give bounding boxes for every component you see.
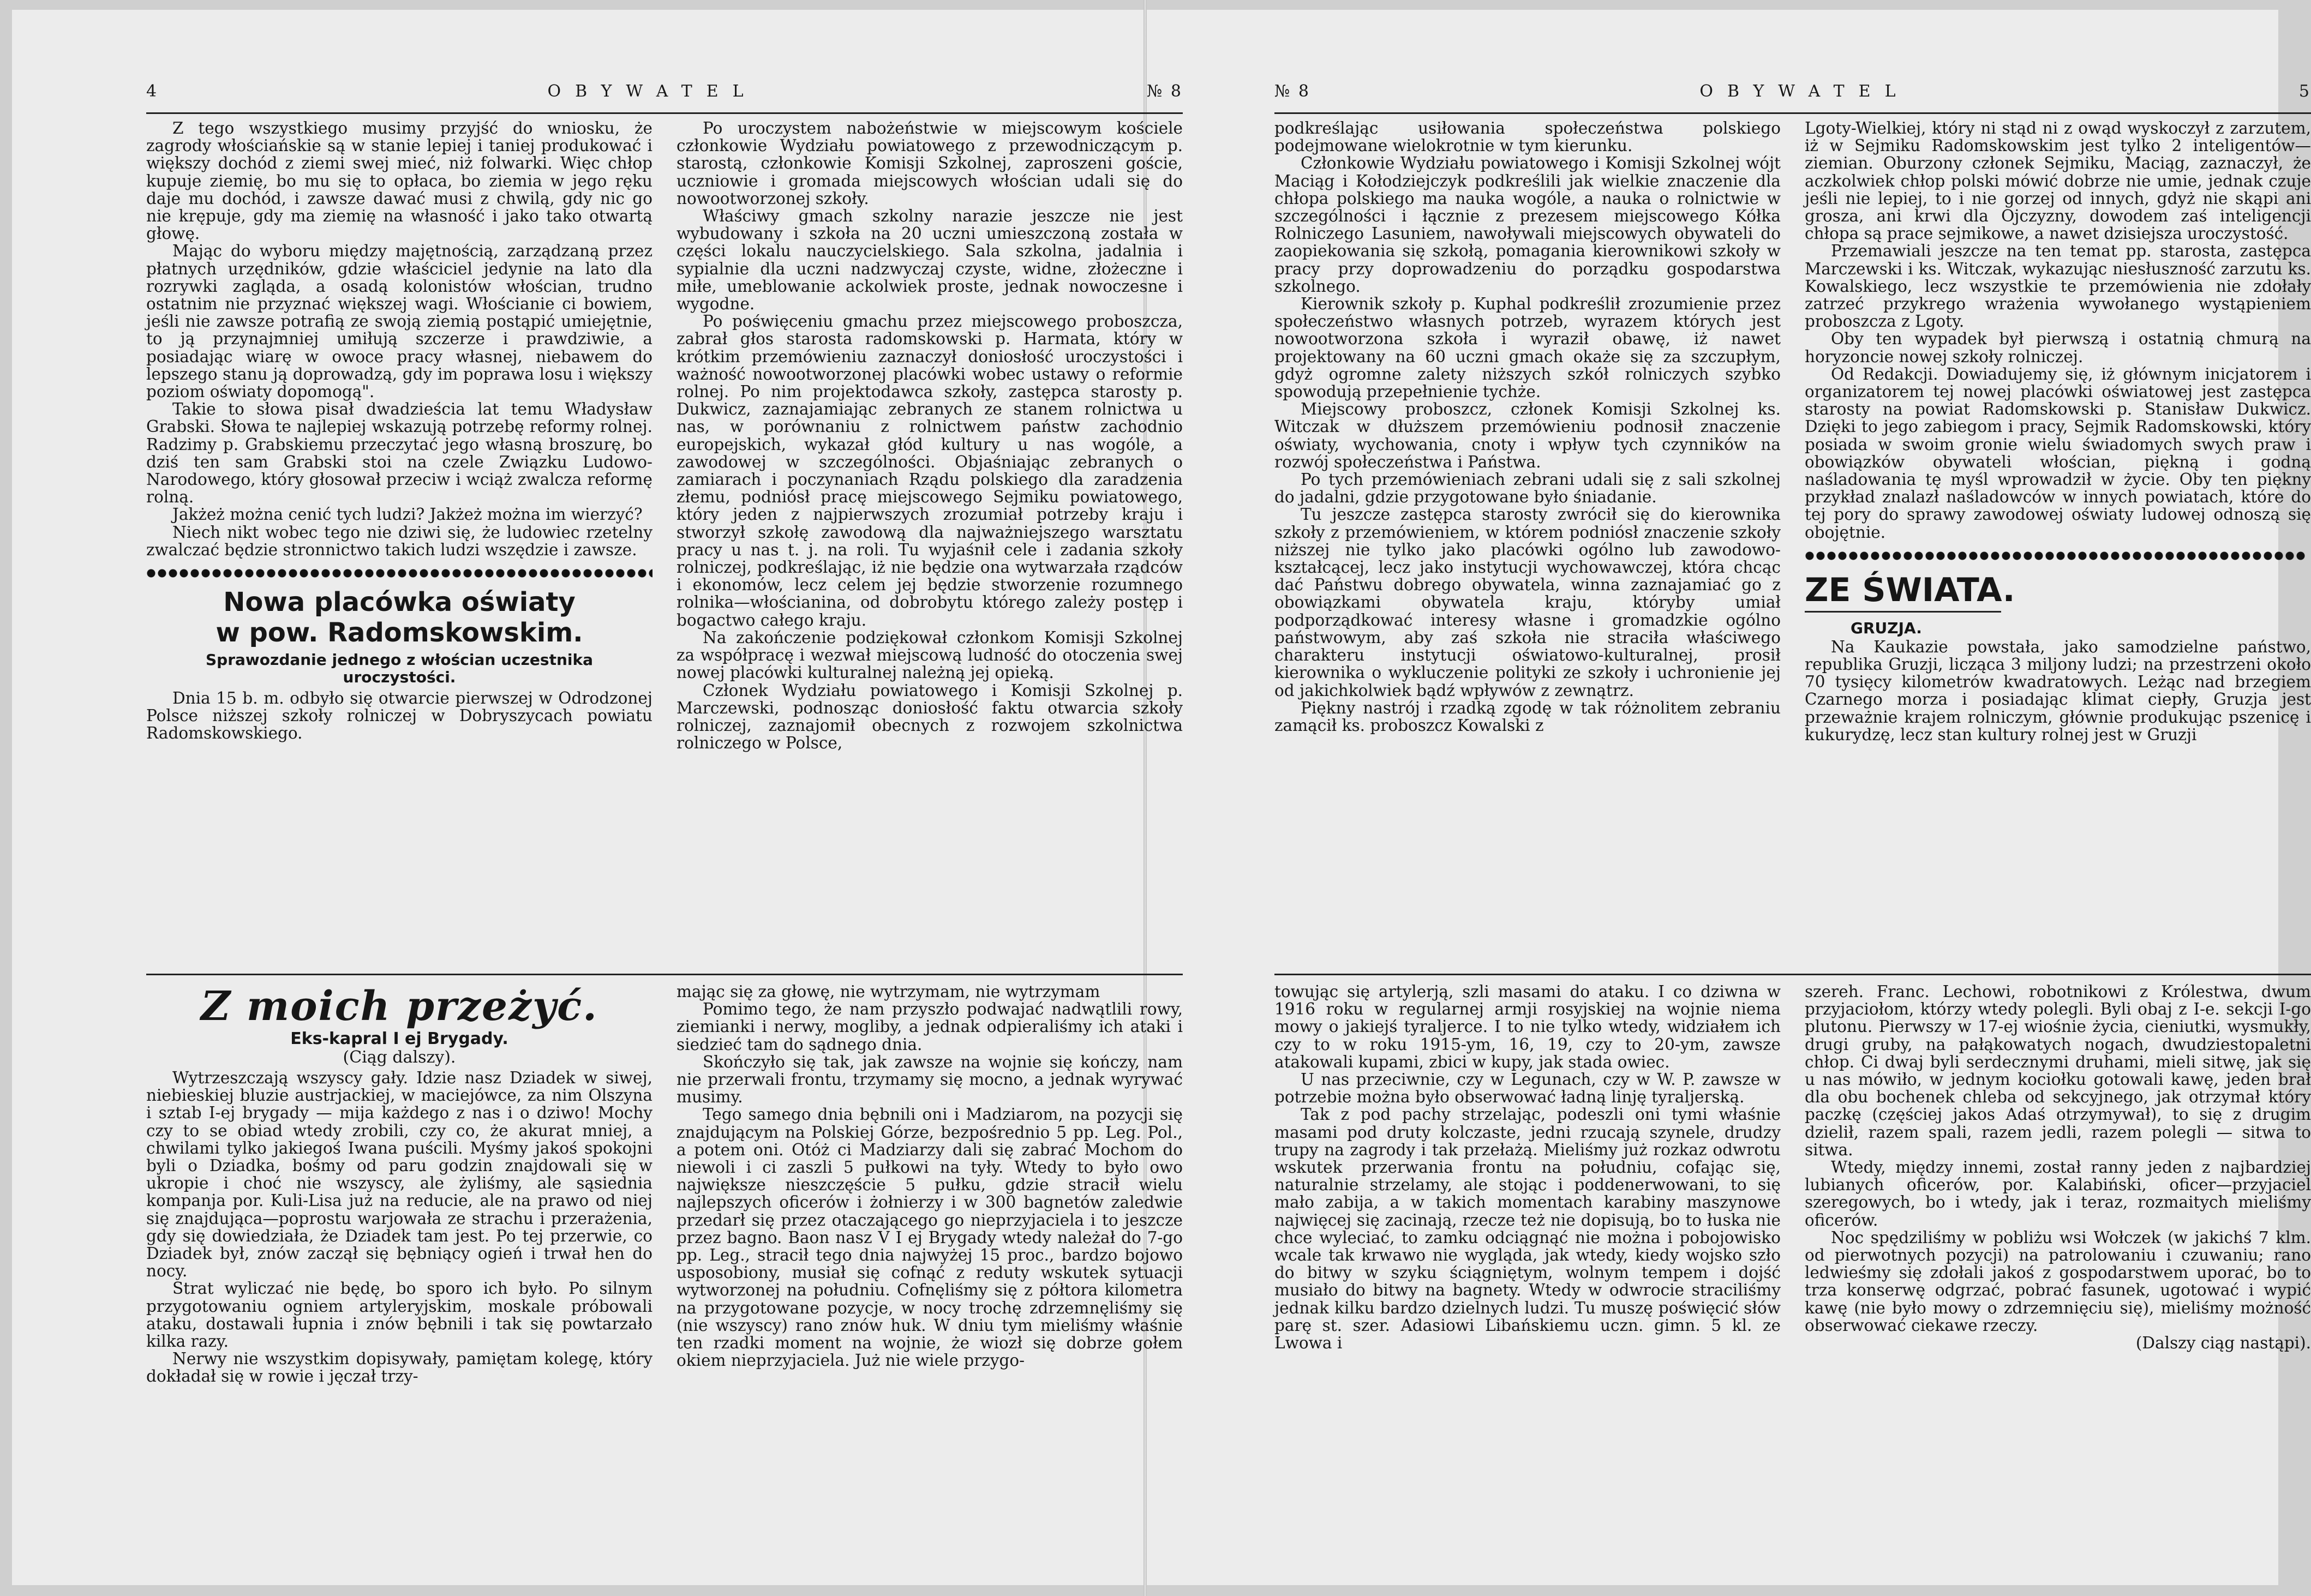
paragraph: towując się artylerją, szli masami do ataku. I co dziwna w 1916 roku w regularnej armji rosyjskiej na wojnie niema mowy o jakiejś tyraljerce. I to nie tylko wtedy, widziałem ich czy to w roku 1915-ym, 16, 19, czy to 20-ym, zawsze atakowali kupami, zbici w kupy, jak stada owiec.	[1274, 982, 1781, 1071]
newspaper-title-left: OBYWATEL	[547, 82, 758, 101]
gruzja-text	[1805, 638, 2311, 743]
memoir-right-col-2	[1805, 983, 2311, 1352]
paragraph: Właściwy gmach szkolny narazie jeszcze nie jest wybudowany i szkoła na 20 uczni umieszczoną została w części lokalu nauczycielskiego. Sala szkolna, jadalnia i sypialnie dla uczni nadzwyczaj czyste, widne, złożeczne i miłe, umeblowanie ackolwiek proste, jednak nowoczesne i wygodne.	[676, 207, 1183, 314]
memoir-text-col2	[676, 983, 1183, 1369]
right-col-1	[1274, 119, 1781, 965]
memoir-continued: (Ciąg dalszy).	[343, 1048, 456, 1067]
paragraph: Pomimo tego, że nam przyszło podwajać nadwątlili rowy, ziemianki i nerwy, mogliby, a jednak odpieraliśmy ich ataki i siedzieć tam do sądnego dnia.	[676, 1000, 1183, 1054]
paragraph: Po poświęceniu gmachu przez miejscowego proboszcza, zabrał głos starosta radomskowski p. Harmata, który w krótkim przemówieniu zaznaczył doniosłość uroczystości i ważność nowootworzonej placówki wobec ustawy o reformie rolnej. Po nim projektodawca szkoły, zastępca starosty p. Dukwicz, zaznajamiając zebranych ze stanem rolnictwa u nas, w porównaniu z rolnictwem państw zachodnio europejskich, wykazał głód kultury u nas wogóle, a zawodowej w szczególności. Objaśniając zebranych o zamiarach i poczynaniach Rządu polskiego dla zaradzenia złemu, podniósł pracę miejscowego Sejmiku powiatowego, który jeden z najpierwszych zrozumiał potrzeby kraju i stworzył szkołę zawodową dla najważniejszego warsztatu pracy u nas t. j. na roli. Tu wyjaśnił cele i zadania szkoły rolniczej, podkreślając, iż nie będzie ona wytwarzała rządców i ekonomów, lecz celem jej będzie stworzenie rozumnego rolnika—włościanina, od dobrobytu którego zależy postęp i bogactwo całego kraju.	[676, 312, 1183, 629]
article-continuation-text	[1274, 119, 1781, 734]
paragraph: Na zakończenie podziękował członkom Komisji Szkolnej za współpracę i wezwał miejscową ludność do otoczenia swej nowej placówki kulturalnej należną jej opieką.	[676, 628, 1183, 682]
paragraph: Lgoty-Wielkiej, który ni stąd ni z owąd wyskoczył z zarzutem, iż w Sejmiku Radomskowskim jest tylko 2 inteligentów—ziemian. Oburzony członek Sejmiku, Maciąg, zaznaczył, że aczkolwiek chłop polski mówić dobrze nie umie, jednak czuje jeśli nie lepiej, to i nie gorzej od innych, gdyż nie skąpi ani grosza, ani krwi dla Ojczyzny, dowodem zaś inteligencji chłopa są prace sejmikowe, a nawet dzisiejsza uroczystość.	[1805, 119, 2311, 243]
memoir-text-col4	[1805, 983, 2311, 1352]
page-number-right: 5	[2298, 82, 2311, 101]
article-headline-line-1: Nowa placówka oświaty	[223, 587, 576, 618]
dotted-separator	[146, 568, 652, 578]
paragraph: U nas przeciwnie, czy w Legunach, czy w W. P. zawsze w potrzebie można było obserwować ładną linję tyraljerską.	[1274, 1070, 1781, 1107]
reform-article-text	[146, 119, 652, 559]
dotted-separator	[1805, 551, 2307, 561]
paragraph: Członek Wydziału powiatowego i Komisji Szkolnej p. Marczewski, podnosząc doniosłość faktu otwarcia szkoły rolniczej, zaznajomił obecnych z rozwojem szkolnictwa rolniczego w Polsce,	[676, 681, 1183, 753]
paragraph: Noc spędziliśmy w pobliżu wsi Wołczek (w jakichś 7 klm. od pierwotnych pozycji) na patrolowaniu i czuwaniu; rano ledwieśmy się zdołali jakoś z gospodarstwem uporać, bo to trza konserwę odgrzać, pobrać fasunek, ugotować i wypić kawę (nie było mowy o zdrzemnięciu się), mieliśmy możność obserwować ciekawe rzeczy.	[1805, 1228, 2311, 1335]
paragraph: Wtedy, między innemi, został ranny jeden z najbardziej lubianych oficerów, por. Kalabiński, oficer—przyjaciel szeregowych, bo i wtedy, jak i teraz, rozmaitych mieliśmy oficerów.	[1805, 1158, 2311, 1229]
article-headline-line-2: w pow. Radomskowskim.	[215, 617, 583, 649]
right-bottom-section	[1274, 983, 2311, 1352]
paragraph: Przemawiali jeszcze na ten temat pp. starosta, zastępca Marczewski i ks. Witczak, wykazując niesłuszność zarzutu ks. Kowalskiego, lecz wszystkie te przemówienia nie zdołały zatrzeć przykrego wrażenia wywołanego wystąpieniem proboszcza z Lgoty.	[1805, 242, 2311, 331]
paragraph: Od Redakcji. Dowiadujemy się, iż głównym inicjatorem i organizatorem tej nowej placówki oświatowej jest zastępca starosty na powiat Radomskowski p. Stanisław Dukwicz. Dzięki to jego zabiegom i pracy, Sejmik Radomskowski, który posiada w swoim gronie wielu świadomych swych praw i obowiązków obywateli włościan, piękną i godną naśladowania tę myśl wprowadził w życie. Oby ten piękny przykład znalazł naśladowców w innych powiatach, które do tej pory do sprawy zawodowej oświaty ludowej odnoszą się obojętnie.	[1805, 364, 2311, 542]
header-rule-left	[146, 112, 1183, 114]
issue-number-left: № 8	[1146, 82, 1183, 101]
paragraph: Piękny nastrój i rzadką zgodę w tak różnolitem zebraniu zamącił ks. proboszcz Kowalski z	[1274, 698, 1781, 735]
section-title-underline	[1805, 611, 2001, 613]
paragraph: Oby ten wypadek był pierwszą i ostatnią chmurą na horyzoncie nowej szkoły rolniczej.	[1805, 329, 2311, 366]
memoir-col-2	[676, 983, 1183, 1385]
paragraph: Dnia 15 b. m. odbyło się otwarcie pierwszej w Odrodzonej Polsce niższej szkoły rolniczej w Dobryszycach powiatu Radomskowskiego.	[146, 689, 652, 743]
page-number-left: 4	[146, 82, 159, 101]
left-top-section	[146, 119, 1183, 965]
paragraph: Tu jeszcze zastępca starosty zwrócił się do kierownika szkoły z przemówieniem, w którem podniósł znaczenie szkoły niższej nie tylko jako placówki ogólno lub zawodowo-kształcącej, lecz jako instytucji wychowawczej, która chcąc dać Państwu dobrego obywatela, winna zaznajamiać go z obowiązkami obywatela kraju, któryby umiał podporządkować interesy własne i gromadzkie ogólno państwowym, aby zaś szkoła nie straciła właściwego charakteru instytucji oświatowo-kulturalnej, prosił kierownika o wykluczenie polityki ze szkoły i uchronienie jej od jakichkolwiek bądź wpływów z zewnątrz.	[1274, 505, 1781, 700]
issue-number-right: № 8	[1274, 82, 1311, 101]
paragraph: Kierownik szkoły p. Kuphal podkreślił zrozumienie przez społeczeństwo własnych potrzeb, wyrazem których jest nowootworzona szkoła i wyraził obawę, iż nawet projektowany na 60 uczni gmach okaże się za szczupłym, gdyż ogromne zalety niższych szkół rolniczych szybko spowodują przepełnienie tychże.	[1274, 295, 1781, 401]
paragraph: Wytrzeszczają wszyscy gały. Idzie nasz Dziadek w siwej, niebieskiej bluzie austrjackiej, w maciejówce, za nim Olszyna i sztab I-ej brygady — mija każdego z nas i o dziwo! Mochy czy to se obiad wtedy zrobili, czy co, że akurat mniej, a chwilami tylko jakiegoś Iwana puścili. Myśmy jakoś spokojni byli o Dziadka, bośmy od paru godzin znajdowali się w ukropie i choć nie wszyscy, ale żyliśmy, ale sąsiednia kompanja por. Kuli-Lisa już na reducie, ale na prawo od niej się znajdująca—poprostu warjowała ze strachu i przerażenia, gdy się dowiedziała, że Dziadek tam jest. Po tej przerwie, co Dziadek był, znów zaczął się bębniący ogień i trwał hen do nocy.	[146, 1069, 652, 1281]
right-col-2	[1805, 119, 2311, 965]
continued-note: (Dalszy ciąg nastąpi).	[2135, 1334, 2311, 1353]
right-page	[1274, 82, 2311, 1489]
memoir-col-1	[146, 983, 652, 1385]
paragraph: Skończyło się tak, jak zawsze na wojnie się kończy, nam nie przerwali frontu, trzymamy się mocno, a jednak wyrywać musimy.	[676, 1052, 1183, 1107]
paragraph: Strat wyliczać nie będę, bo sporo ich było. Po silnym przygotowaniu ogniem artyleryjskim, moskale próbowali ataku, dostawali łupnia i znów bębnili i tak się powtarzało kilka razy.	[146, 1279, 652, 1351]
left-col-2	[676, 119, 1183, 965]
section-title: ZE ŚWIATA.	[1805, 571, 2015, 609]
memoir-text-col3	[1274, 983, 1781, 1352]
section-divider-left	[146, 974, 1183, 975]
paragraph: podkreślając usiłowania społeczeństwa polskiego podejmowane wielokrotnie w tym kierunku.	[1274, 119, 1781, 155]
article-text-col2	[676, 119, 1183, 752]
paragraph: Z tego wszystkiego musimy przyjść do wniosku, że zagrody włościańskie są w stanie lepiej i taniej produkować i większy dochód z ziemi swej mieć, niż folwarki. Więc chłop kupuje ziemię, bo mu się to opłaca, bo ziemia w jego ręku daje mu dochód, i zawsze dawać musi z chwilą, gdy nic go nie krępuje, gdy ma ziemię na własność i jako tako otwartą głowę.	[146, 119, 652, 243]
left-page	[146, 82, 1183, 1489]
paragraph: Tego samego dnia bębnili oni i Madziarom, na pozycji się znajdującym na Polskiej Górze, bezpośrednio 5 pp. Leg. Pol., a potem oni. Otóż ci Madziarzy dali się zabrać Mochom do niewoli i ci zaszli 5 pułkowi na tyły. Wtedy to było owo największe nieszczęście 5 pułku, gdzie stracił wielu najlepszych oficerów i żołnierzy i w 300 bagnetów zaledwie przedarł się przez otaczającego go nieprzyjaciela i to jeszcze przez bagno. Baon nasz V I ej Brygady wtedy należał do 7-go pp. Leg., stracił tego dnia najwyżej 15 proc., bardzo bojowo usposobiony, musiał się cofnąć z reduty wskutek sytuacji wytworzonej na południu. Cofnęliśmy się z półtora kilometra na przygotowane pozycje, w nocy trochę zdrzemnęliśmy się (nie wszyscy) rano znów huk. W dniu tym mieliśmy właśnie ten rzadki moment na wojnie, że wiozł się dobrze gołem okiem nieprzyjaciela. Już nie wiele przygo-	[676, 1105, 1183, 1370]
memoir-title: Z moich przeżyć.	[201, 983, 598, 1030]
section-divider-right	[1274, 974, 2311, 975]
paragraph: Miejscowy proboszcz, członek Komisji Szkolnej ks. Witczak w dłuższem przemówieniu podnosił znaczenie oświaty, wychowania, cnoty i wpływ tych czynników na rozwój społeczeństwa i Państwa.	[1274, 400, 1781, 471]
left-col-1	[146, 119, 652, 965]
memoir-text-col1	[146, 1069, 652, 1385]
paragraph: mając się za głowę, nie wytrzymam, nie wytrzymam	[676, 982, 1100, 1001]
paragraph: Po uroczystem nabożeństwie w miejscowym kościele członkowie Wydziału powiatowego z przewodniczącym p. starostą, członkowie Komisji Szkolnej, zaproszeni goście, uczniowie i gromada miejscowych włościan udali się do nowootworzonej szkoły.	[676, 119, 1183, 208]
paragraph: Na Kaukazie powstała, jako samodzielne państwo, republika Gruzji, licząca 3 miljony ludzi; na przestrzeni około 70 tysięcy kilometrów kwadratowych. Leżąc nad brzegiem Czarnego morza i posiadając klimat ciepły, Gruzja jest przeważnie krajem rolniczym, głównie produkując pszenicę i kukurydzę, lecz stan kultury rolnej jest w Gruzji	[1805, 637, 2311, 744]
left-bottom-section	[146, 983, 1183, 1385]
memoir-right-col-1	[1274, 983, 1781, 1352]
right-top-section	[1274, 119, 2311, 965]
article-subheadline: Sprawozdanie jednego z włościan uczestnika uroczystości.	[206, 651, 593, 687]
paragraph: szereh. Franc. Lechowi, robotnikowi z Królestwa, dwum przyjaciołom, którzy wtedy polegli. Byli obaj z I-e. sekcji I-go plutonu. Pierwszy w 17-ej wiośnie życia, cieniutki, wysmukły, drugi gruby, na pałąkowatych nogach, dwudziestopaletni chłop. Ci dwaj byli serdecznymi druhami, mieli sitwę, jak się u nas mówiło, w jednym kociołku gotowali kawę, jeden brał dla obu bochenek chleba od sekcyjnego, jak otrzymał który paczkę (częściej jakos Adaś otrzymywał), to się z drugim dzielił, razem spali, razem jedli, razem polegli — sitwa to sitwa.	[1805, 982, 2311, 1159]
paragraph: Takie to słowa pisał dwadzieścia lat temu Władysław Grabski. Słowa te najlepiej wskazują potrzebę reformy rolnej. Radzimy p. Grabskiemu przeczytać jego własną broszurę, bo dziś ten sam Grabski stoi na czele Związku Ludowo-Narodowego, który głosował przeciw i wciąż zwalcza reformę rolną.	[146, 400, 652, 507]
paragraph: Nerwy nie wszystkim dopisywały, pamiętam kolegę, który dokładał się w rowie i jęczał trzy-	[146, 1349, 652, 1386]
paragraph: Członkowie Wydziału powiatowego i Komisji Szkolnej wójt Maciąg i Kołodziejczyk podkreślili jak wielkie znaczenie dla chłopa polskiego ma nauka wogóle, a nauka o rolnictwie w szczególności i łącznie z prezesem miejscowego Kółka Rolniczego Lasuniem, nawoływali miejscowych obywateli do zaopiekowania się szkołą, pomagania kierownikowi szkoły w pracy przy doprowadzeniu do porządku gospodarstwa szkolnego.	[1274, 154, 1781, 296]
paragraph: Mając do wyboru między majętnością, zarządzaną przez płatnych urzędników, gdzie właściciel jedynie na lato dla rozrywki zagląda, a osadą kolonistów włościan, trudno ostatnim nie przyznać większej wagi. Włościanie ci bowiem, jeśli nie zawsze potrafią ze swoją ziemią postąpić umiejętnie, to ją przynajmniej umiłują szczerze i prawdziwie, a posiadając wiarę w owoce pracy własnej, niebawem do lepszego stanu ją doprowadzą, gdy im poprawa losu i większy poziom oświaty dopomogą".	[146, 242, 652, 401]
paragraph: Niech nikt wobec tego nie dziwi się, że ludowiec rzetelny zwalczać będzie stronnictwo takich ludzi wszędzie i zawsze.	[146, 523, 652, 559]
memoir-subtitle: Eks-kapral I ej Brygady.	[290, 1029, 508, 1048]
header-rule-right	[1274, 112, 2311, 114]
paragraph: Jakżeż można cenić tych ludzi? Jakżeż można im wierzyć?	[172, 505, 643, 524]
left-page-header	[146, 82, 1183, 112]
paragraph: Po tych przemówieniach zebrani udali się z sali szkolnej do jadalni, gdzie przygotowane było śniadanie.	[1274, 470, 1781, 507]
article-text-col1	[146, 689, 652, 742]
newspaper-title-right: OBYWATEL	[1699, 82, 1910, 101]
article-continuation-text-2	[1805, 119, 2311, 541]
section-subheadline: GRUZJA.	[1851, 619, 1922, 637]
right-page-header	[1274, 82, 2311, 112]
paragraph: Tak z pod pachy strzelając, podeszli oni tymi właśnie masami pod druty kolczaste, jedni rzucają szynele, drudzy trupy na zagrody i tak przełażą. Mieliśmy już rozkaz odwrotu wskutek przerwania frontu na południu, cofając się, naturalnie strzelamy, ale stojąc i poddenerwowani, to się mało zabija, a w takich momentach karabiny maszynowe najwięcej się zacinają, rzecze też nie dopisują, bo to łuska nie chce wyleciać, to zamku odciągnąć nie można i pobojowisko wcale tak krwawo nie wygląda, jak wtedy, kiedy wojsko szło do bitwy w szyku ściągniętym, wolnym tempem i dojść musiało do bitwy na bagnety. Wtedy w odwrocie straciliśmy jednak kilku bardzo dzielnych ludzi. Tu muszę poświęcić słów parę st. szer. Adasiowi Libańskiemu uczn. gimn. 5 kl. ze Lwowa i	[1274, 1105, 1781, 1353]
